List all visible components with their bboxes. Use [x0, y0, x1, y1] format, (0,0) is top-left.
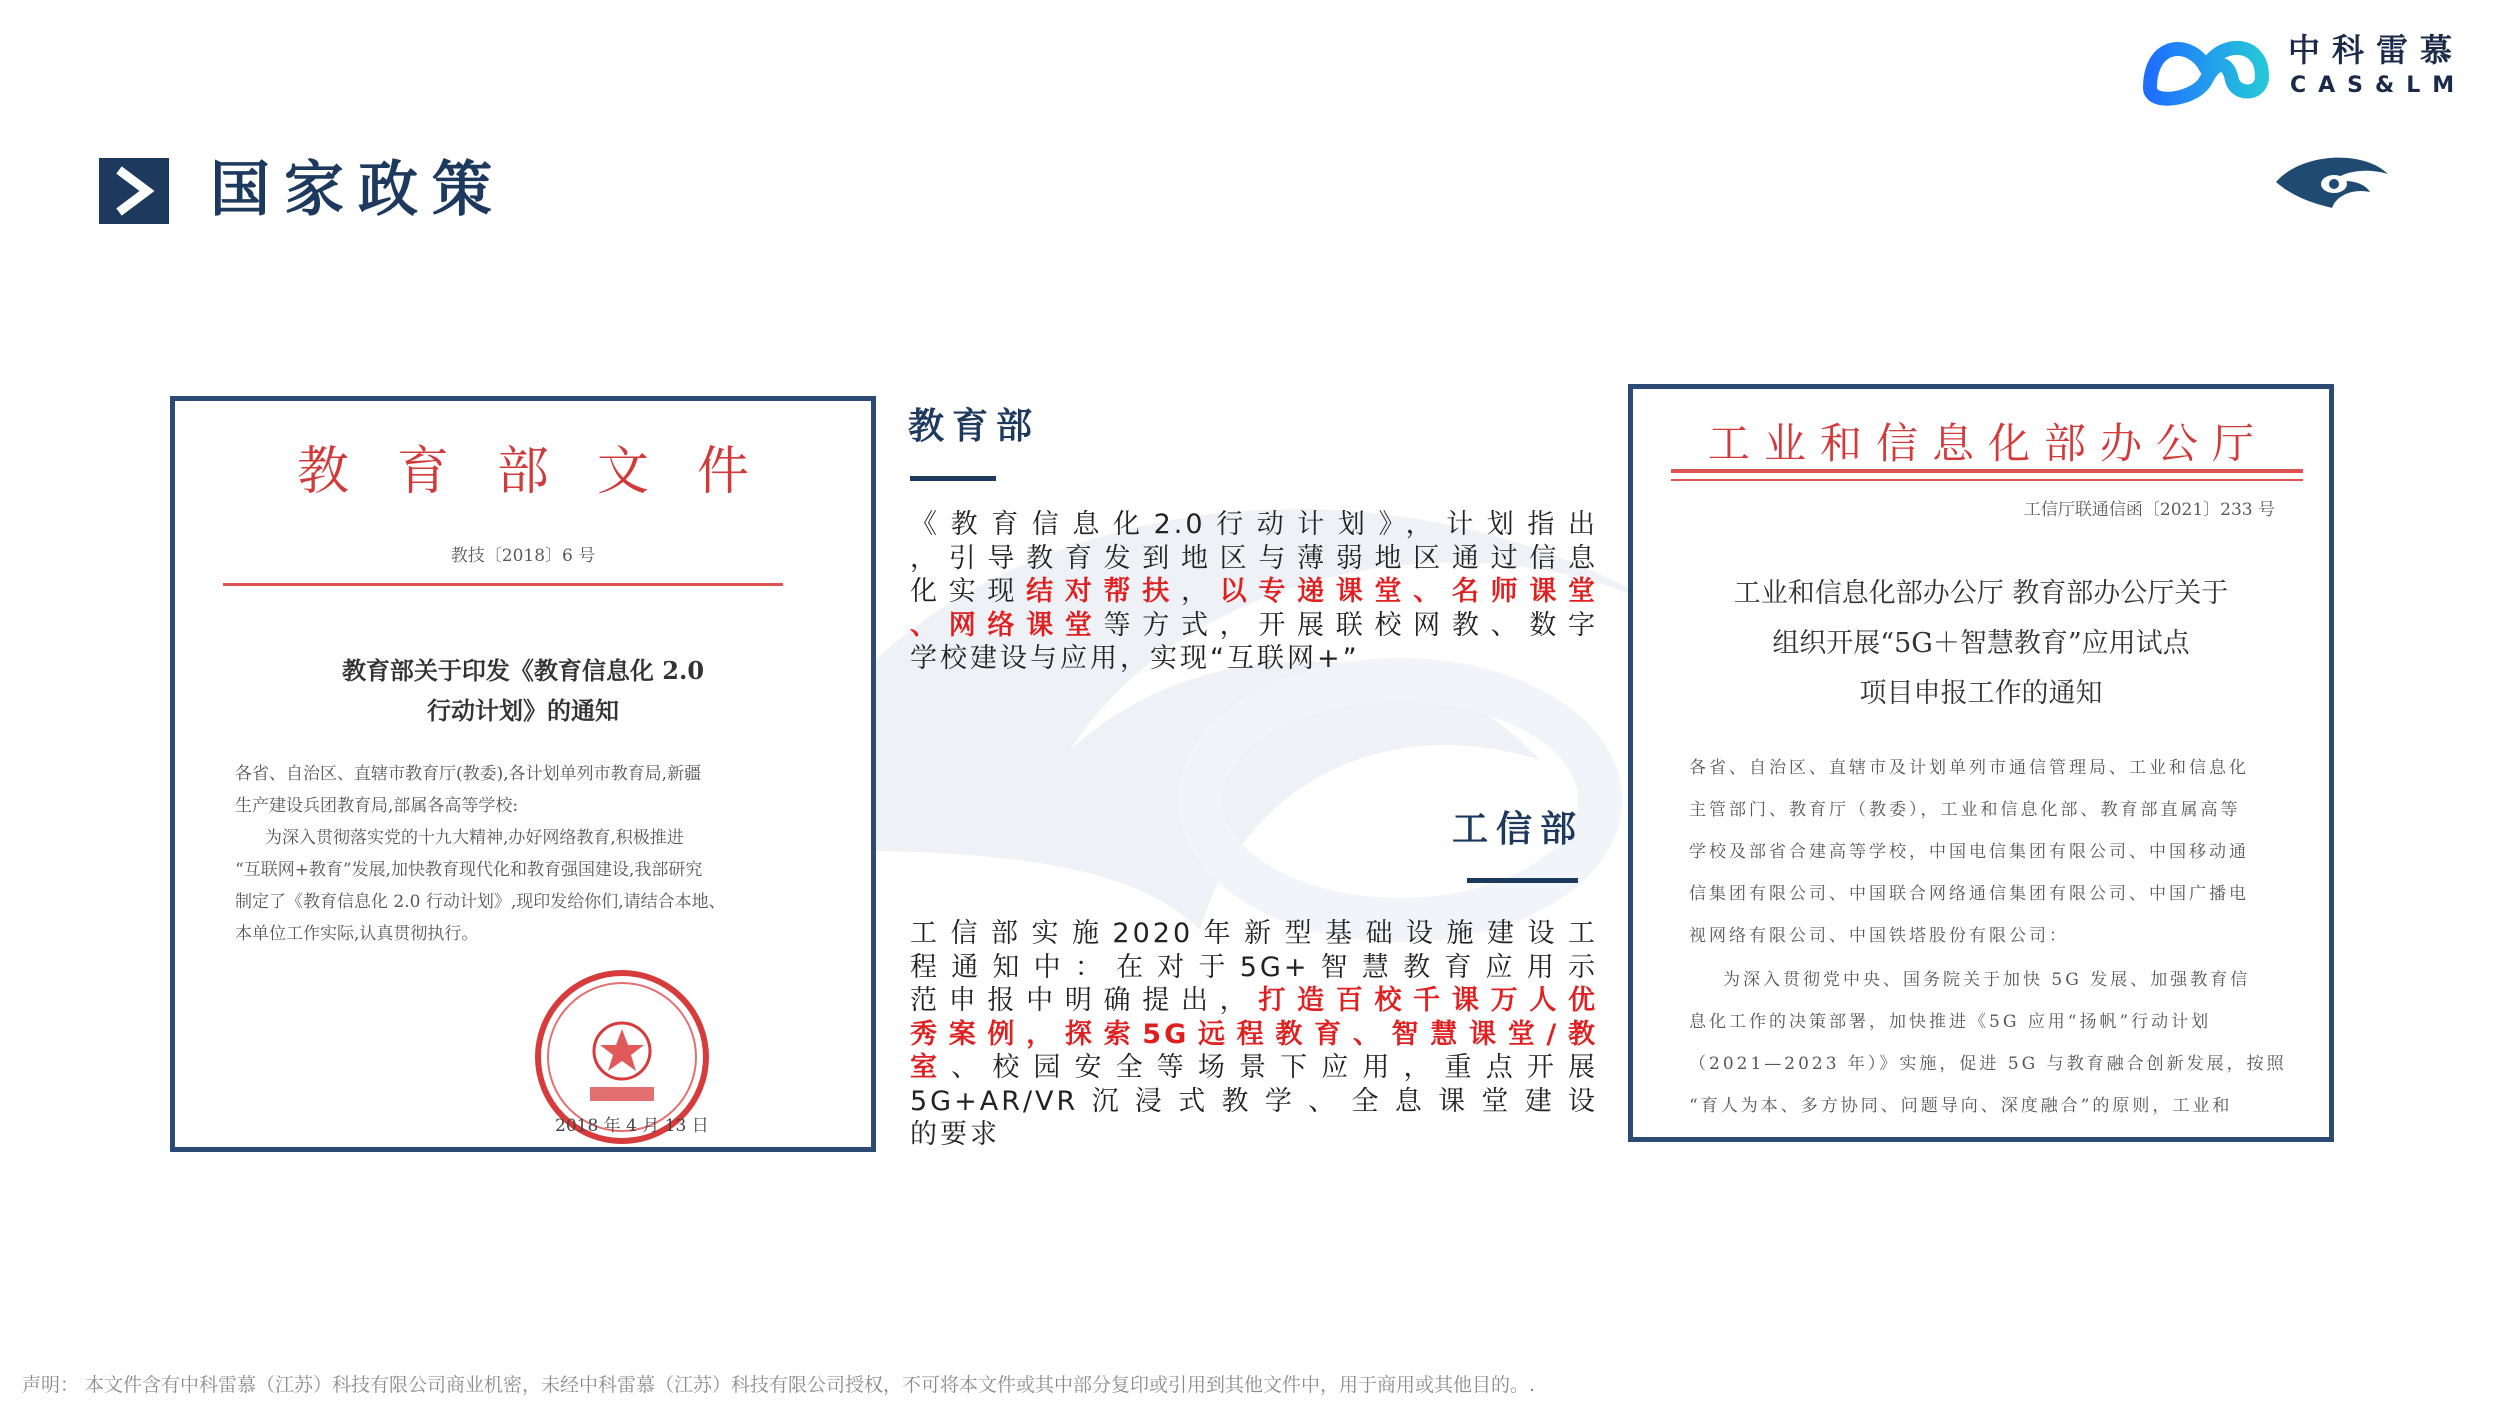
doc-body-line: 生产建设兵团教育局,部属各高等学校:	[235, 796, 519, 816]
paragraph-line	[910, 951, 1598, 985]
paragraph-text: 工信部实施2020年新型基础设施建设工	[910, 918, 1598, 949]
doc-body-line: 息化工作的决策部署，加快推进《5G 应用“扬帆”行动计划	[1689, 1012, 2212, 1032]
doc-body-line: （2021—2023 年）》实施，促进 5G 与教育融合创新发展，按照	[1689, 1054, 2287, 1074]
doc-body-line: 制定了《教育信息化 2.0 行动计划》,现印发给你们,请结合本地、	[235, 892, 726, 912]
red-rule	[223, 583, 783, 586]
doc-number: 工信厅联通信函〔2021〕233 号	[2023, 500, 2275, 520]
heading-underline	[910, 476, 996, 481]
paragraph-text: 5G+AR/VR沉浸式教学、全息课堂建设	[910, 1085, 1598, 1117]
moe-paragraph	[910, 508, 1598, 676]
paragraph-line	[910, 1118, 1598, 1152]
doc-title-line: 项目申报工作的通知	[1859, 678, 2103, 709]
highlight-text: 打造百校千课万人优	[1258, 985, 1599, 1016]
doc-body-line: 信集团有限公司、中国联合网络通信集团有限公司、中国广播电	[1689, 884, 2249, 904]
doc-header: 工业和信息化部办公厅	[1707, 419, 2268, 468]
eye-logo-icon	[2272, 148, 2392, 212]
doc-body-line: 各省、自治区、直辖市及计划单列市通信管理局、工业和信息化	[1689, 758, 2249, 778]
miit-heading: 工信部	[1452, 809, 1585, 850]
paragraph-text: ，引导教育发到地区与薄弱地区通过信息	[910, 542, 1598, 574]
doc-date: 2018 年 4 月 13 日	[555, 1116, 709, 1136]
chevron-right-icon	[99, 158, 169, 224]
doc-header: 教育部文件	[296, 442, 797, 502]
miit-document-image	[1628, 384, 2334, 1142]
paragraph-line	[910, 984, 1598, 1018]
red-rule	[1671, 479, 2303, 481]
brand-name: 中科雷慕	[2288, 31, 2465, 69]
paragraph-text: ，	[1180, 576, 1220, 607]
paragraph-line	[910, 642, 1598, 676]
paragraph-text: 等方式，开展联校网教、数字	[1103, 609, 1599, 641]
paragraph-line	[910, 1018, 1598, 1052]
moe-heading: 教育部	[908, 406, 1041, 447]
paragraph-line	[910, 1051, 1598, 1085]
paragraph-line	[910, 917, 1598, 951]
paragraph-line	[910, 1085, 1598, 1119]
disclaimer-text: 声明： 本文件含有中科雷慕（江苏）科技有限公司商业机密，未经中科雷慕（江苏）科技有限公司授权，不可将本文件或其中部分复印或引用到其他文件中，用于商用或其他目的。.	[22, 1374, 1536, 1396]
paragraph-text: 化实现	[910, 576, 1027, 607]
page-title: 国家政策	[210, 155, 506, 225]
doc-number: 教技〔2018〕6 号	[450, 546, 596, 566]
highlight-text: 室	[910, 1052, 952, 1083]
paragraph-text: 的要求	[910, 1119, 1000, 1150]
paragraph-text: 《教育信息化2.0行动计划》，计划指出	[910, 509, 1598, 540]
highlight-text: 结对帮扶	[1026, 576, 1181, 607]
doc-title-line: 教育部关于印发《教育信息化 2.0	[341, 656, 705, 685]
miit-paragraph	[910, 917, 1598, 1152]
doc-body-line: 本单位工作实际,认真贯彻执行。	[235, 924, 479, 944]
doc-title-line: 行动计划》的通知	[427, 696, 619, 725]
moe-document-image	[170, 396, 876, 1152]
paragraph-line	[910, 609, 1598, 643]
brand-logo-icon	[2136, 30, 2276, 106]
paragraph-text: 、校园安全等场景下应用，重点开展	[951, 1052, 1598, 1083]
heading-underline	[1467, 878, 1578, 883]
paragraph-line	[910, 575, 1598, 609]
highlight-text: 、网络课堂	[910, 609, 1104, 641]
paragraph-text: 程通知中：在对于5G+智慧教育应用示	[910, 951, 1598, 983]
doc-body-line: 视网络有限公司、中国铁塔股份有限公司：	[1689, 926, 2069, 946]
paragraph-line	[910, 508, 1598, 542]
brand-name-en: CAS&LM	[2290, 73, 2467, 98]
paragraph-line	[910, 542, 1598, 576]
doc-body-line: “互联网+教育”发展,加快教育现代化和教育强国建设,我部研究	[235, 860, 703, 880]
doc-body-line: 为深入贯彻落实党的十九大精神,办好网络教育,积极推进	[265, 828, 684, 848]
doc-body-line: 主管部门、教育厅（教委），工业和信息化部、教育部直属高等	[1689, 800, 2241, 820]
doc-body-line: 学校及部省合建高等学校，中国电信集团有限公司、中国移动通	[1689, 842, 2249, 862]
highlight-text: 秀案例，探索5G远程教育、智慧课堂/教	[910, 1018, 1598, 1050]
doc-title-line: 组织开展“5G＋智慧教育”应用试点	[1772, 628, 2190, 659]
doc-body-line: 各省、自治区、直辖市教育厅(教委),各计划单列市教育局,新疆	[235, 764, 702, 784]
paragraph-text: 范申报中明确提出，	[910, 985, 1259, 1016]
highlight-text: 以专递课堂、名师课堂	[1219, 576, 1599, 607]
doc-body-line: 为深入贯彻党中央、国务院关于加快 5G 发展、加强教育信	[1723, 970, 2251, 990]
paragraph-text: 学校建设与应用，实现“互联网+”	[910, 643, 1360, 674]
doc-body-line: “育人为本、多方协同、问题导向、深度融合”的原则，工业和	[1689, 1096, 2233, 1116]
red-rule	[1671, 469, 2303, 473]
doc-title-line: 工业和信息化部办公厅 教育部办公厅关于	[1733, 578, 2229, 609]
